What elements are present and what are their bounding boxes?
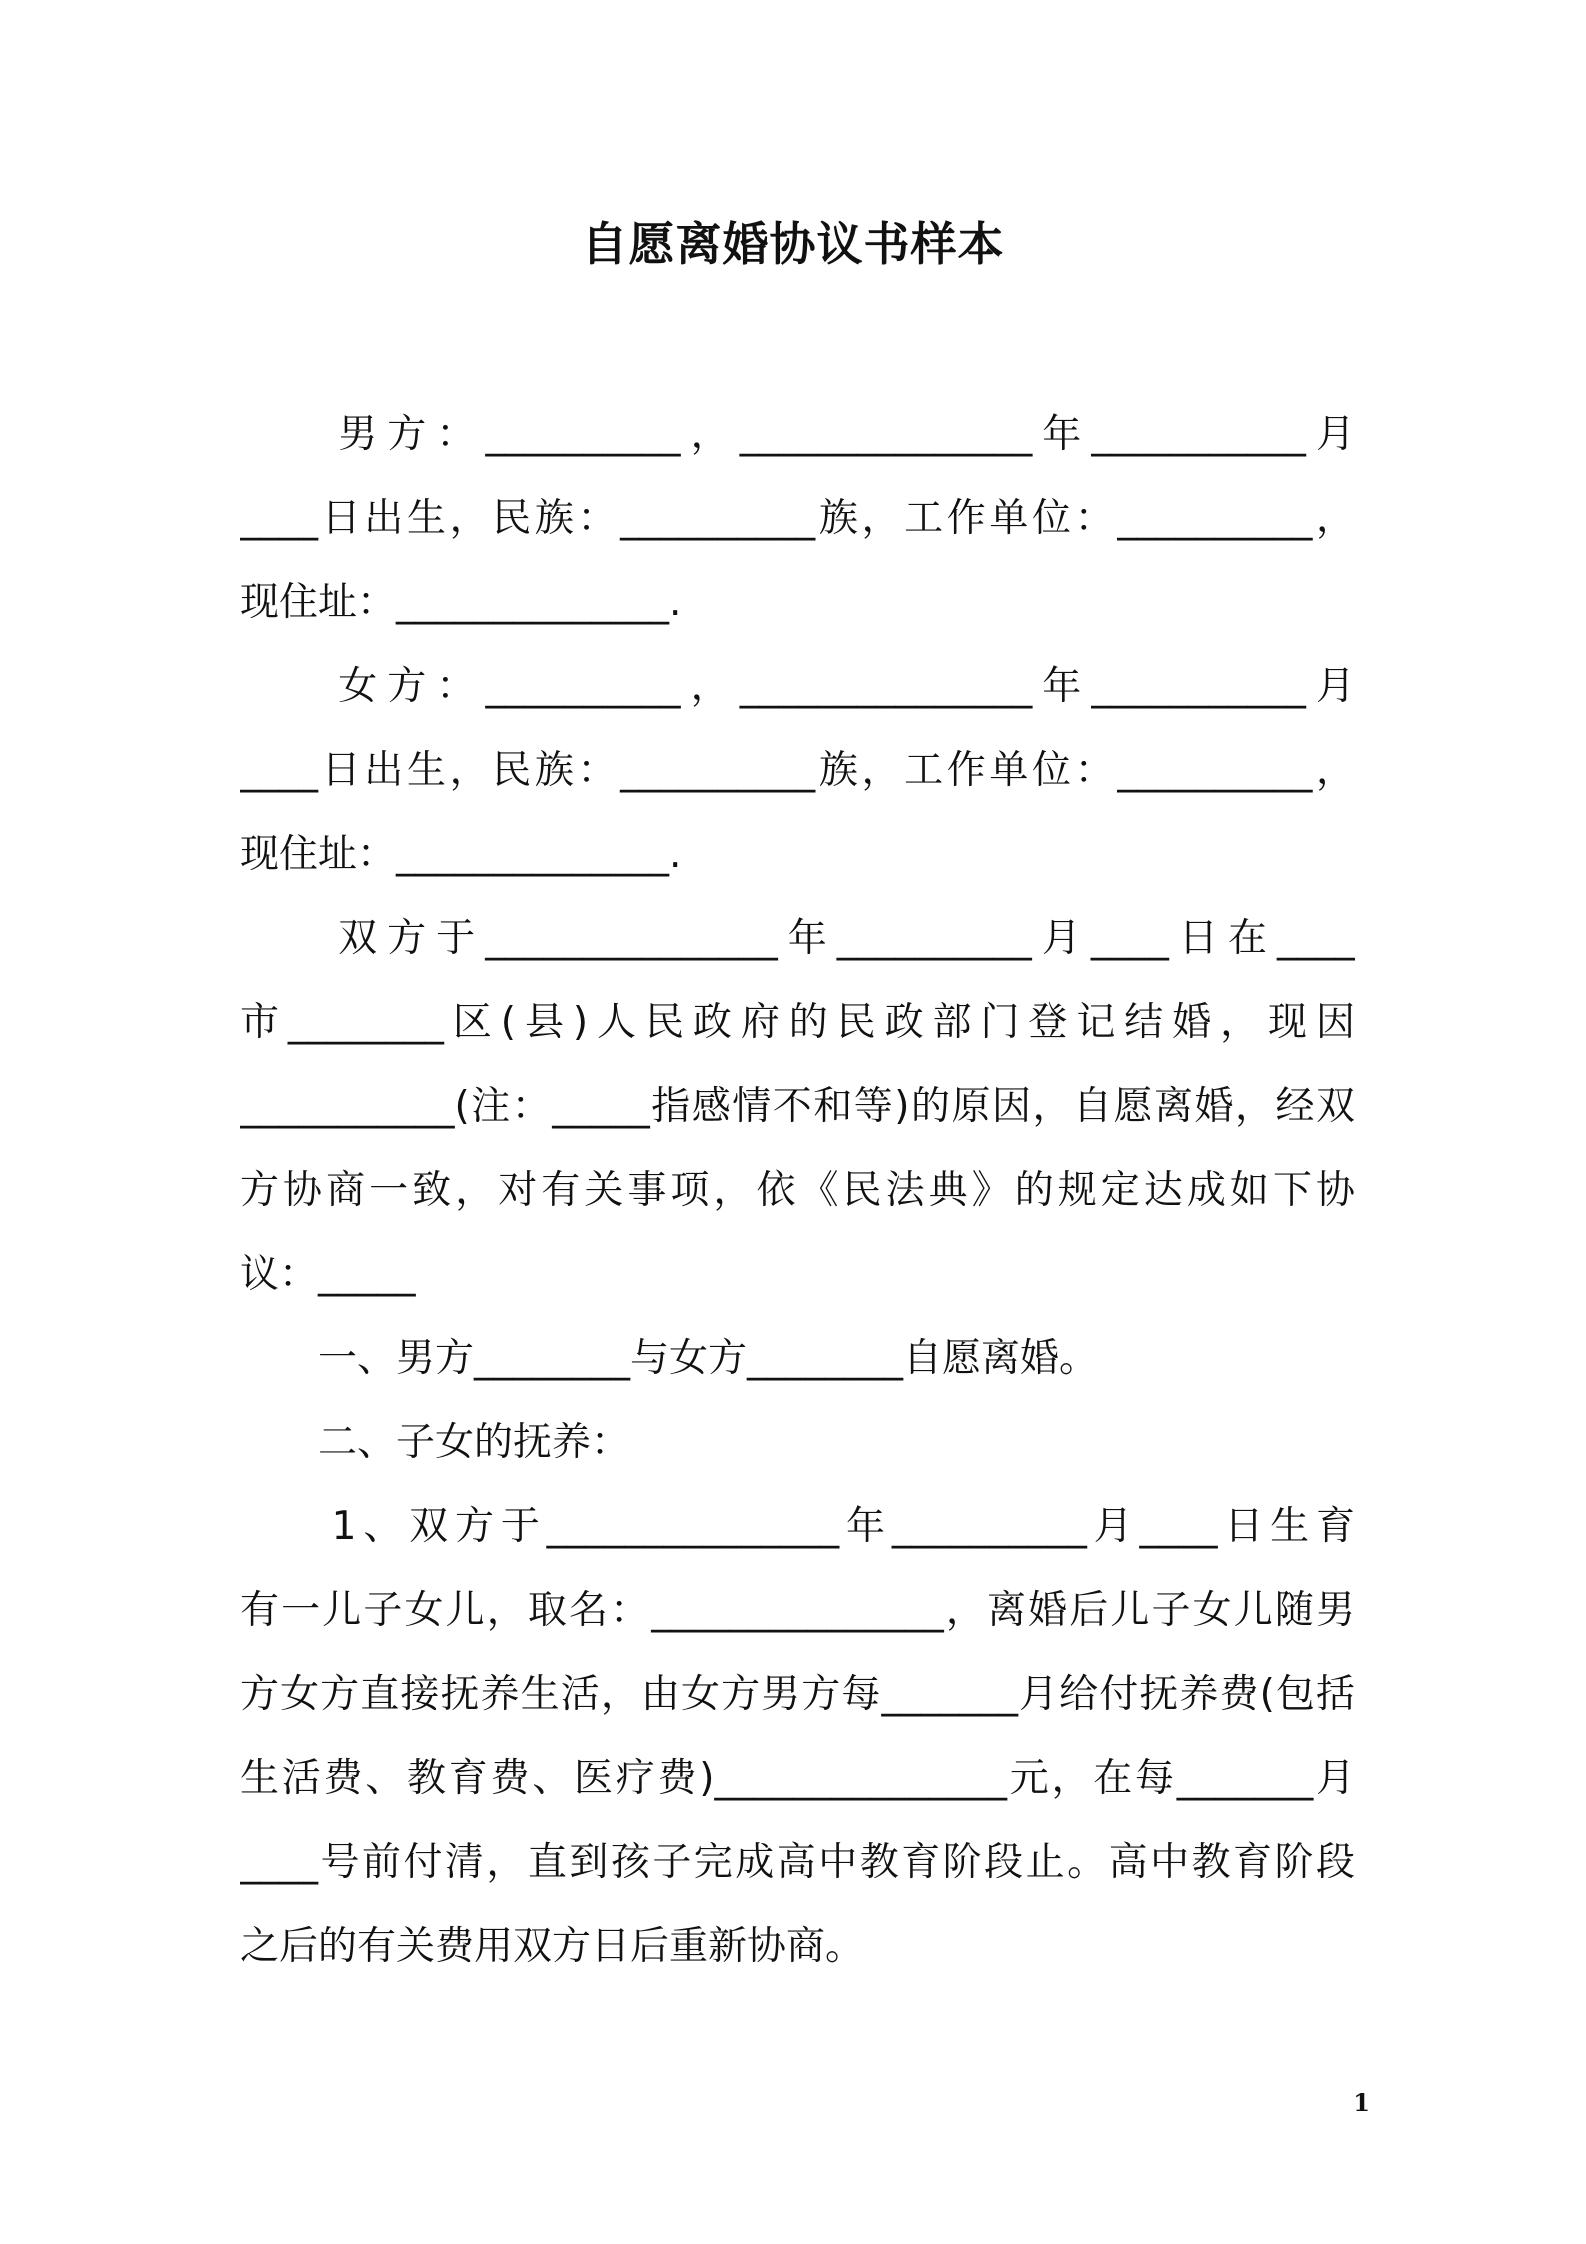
page-number: 1 [1353,2088,1370,2117]
paragraph-line: 市________区(县)人民政府的民政部门登记结婚，现因 [240,1000,1355,1045]
paragraph-line: 之后的有关费用双方日后重新协商。 [240,1924,865,1969]
paragraph-line: 女方：__________，_______________年___________月 [240,664,1355,709]
paragraph-line: 生活费、教育费、医疗费)_______________元，在每_______月 [240,1756,1355,1801]
paragraph-line: ____日出生，民族：__________族，工作单位：__________， [240,748,1355,793]
document-title: 自愿离婚协议书样本 [581,217,1005,271]
paragraph-line: 方女方直接抚养生活，由女方男方每_______月给付抚养费(包括 [240,1672,1355,1717]
paragraph-line: 一、男方________与女方________自愿离婚。 [240,1336,1099,1381]
paragraph-line: ___________(注：_____指感情不和等)的原因，自愿离婚，经双 [240,1084,1355,1129]
paragraph-line: 议：_____ [240,1252,416,1297]
paragraph-line: ____日出生，民族：__________族，工作单位：__________， [240,496,1355,541]
paragraph-line: ____号前付清，直到孩子完成高中教育阶段止。高中教育阶段 [240,1840,1355,1885]
paragraph-line: 1、双方于_______________年__________月____日生育 [240,1504,1355,1549]
section-heading: 二、子女的抚养： [240,1420,631,1465]
paragraph-line: 方协商一致，对有关事项，依《民法典》的规定达成如下协 [240,1168,1355,1213]
paragraph-line: 双方于_______________年__________月____日在____ [240,916,1355,961]
paragraph-line: 有一儿子女儿，取名：_______________，离婚后儿子女儿随男 [240,1588,1355,1633]
paragraph-line: 现住址：______________. [240,580,682,625]
paragraph-line: 现住址：______________. [240,832,682,877]
paragraph-line: 男方：__________，_______________年___________月 [240,412,1355,457]
